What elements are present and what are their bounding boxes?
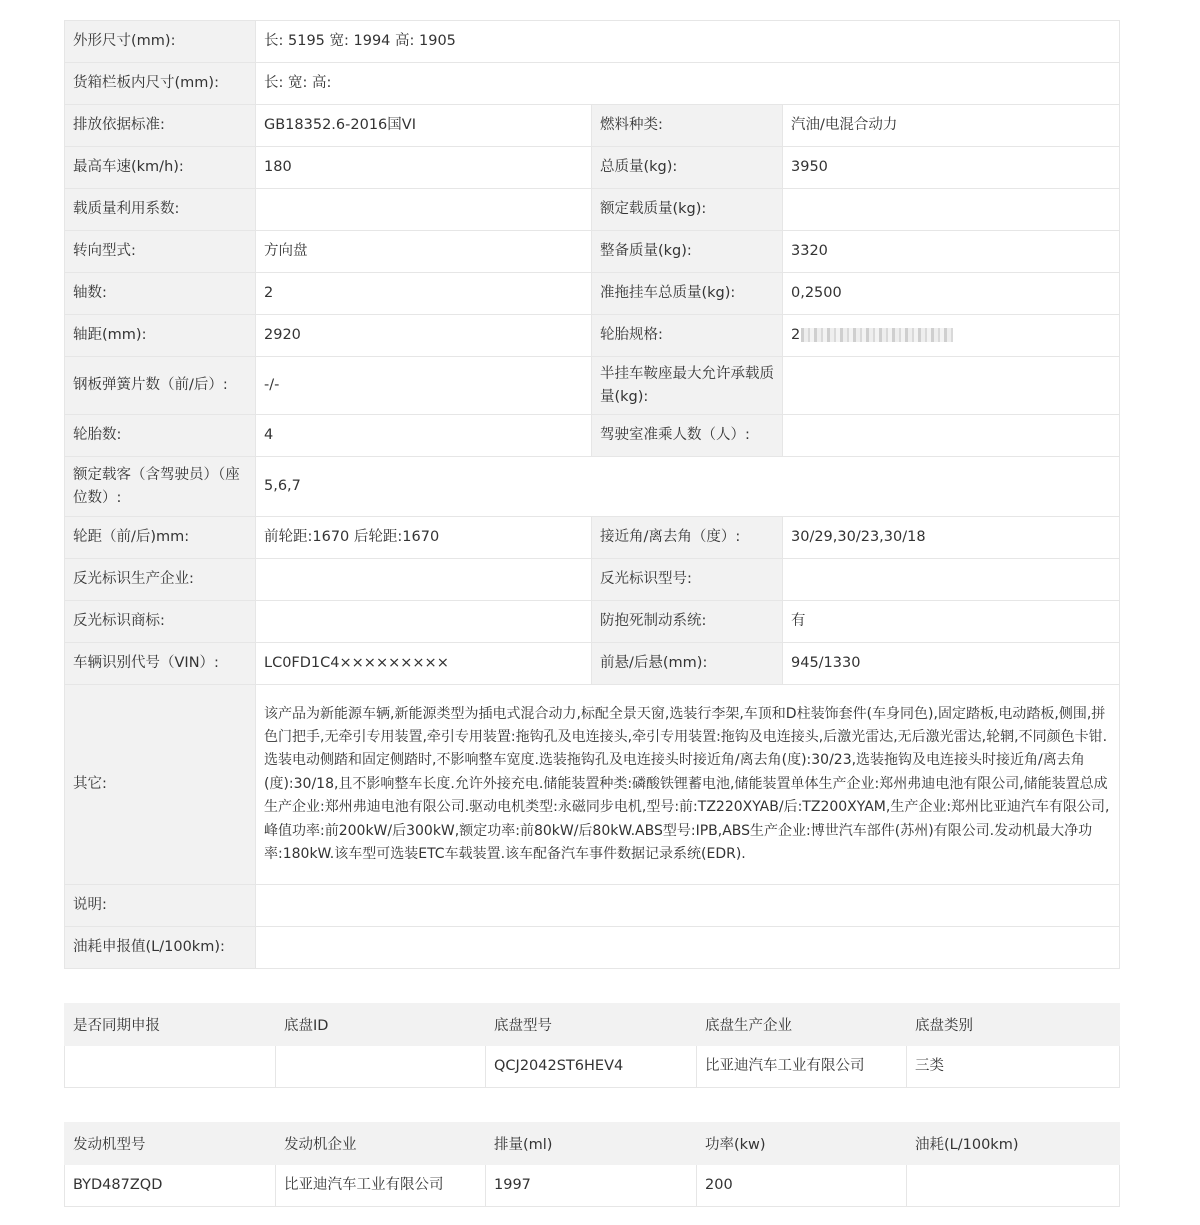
engine-model-value: BYD487ZQD — [65, 1165, 276, 1207]
note-value — [256, 885, 1120, 927]
spec-table — [64, 20, 1120, 969]
total-mass-label: 总质量(kg): — [592, 147, 783, 189]
cargo-label: 货箱栏板内尺寸(mm): — [65, 63, 256, 105]
total-mass-value: 3950 — [783, 147, 1120, 189]
engine-power-value: 200 — [697, 1165, 907, 1207]
steering-label: 转向型式: — [65, 231, 256, 273]
reflector-brand-label: 反光标识商标: — [65, 601, 256, 643]
engine-section — [64, 1122, 1119, 1207]
cab-capacity-value — [783, 415, 1120, 457]
chassis-header-category: 底盘类别 — [907, 1004, 1120, 1046]
spec-row-abs — [65, 601, 1120, 643]
max-speed-value: 180 — [256, 147, 592, 189]
note-label: 说明: — [65, 885, 256, 927]
vin-value: LC0FD1C4××××××××× — [256, 643, 592, 685]
chassis-maker-value: 比亚迪汽车工业有限公司 — [697, 1046, 907, 1088]
engine-header-power: 功率(kw) — [697, 1123, 907, 1165]
abs-label: 防抱死制动系统: — [592, 601, 783, 643]
engine-header-row — [65, 1123, 1120, 1165]
axles-value: 2 — [256, 273, 592, 315]
chassis-header-concurrent: 是否同期申报 — [65, 1004, 276, 1046]
steering-value: 方向盘 — [256, 231, 592, 273]
table-row — [65, 1046, 1120, 1088]
dims-label: 外形尺寸(mm): — [65, 21, 256, 63]
seats-value: 5,6,7 — [256, 457, 1120, 517]
engine-header-model: 发动机型号 — [65, 1123, 276, 1165]
spec-row-spring — [65, 357, 1120, 415]
overhang-value: 945/1330 — [783, 643, 1120, 685]
saddle-load-value — [783, 357, 1120, 415]
reflector-brand-value — [256, 601, 592, 643]
spec-row-axles — [65, 273, 1120, 315]
engine-maker-value: 比亚迪汽车工业有限公司 — [276, 1165, 486, 1207]
rated-load-label: 额定载质量(kg): — [592, 189, 783, 231]
curb-mass-label: 整备质量(kg): — [592, 231, 783, 273]
other-label: 其它: — [65, 685, 256, 885]
seats-label: 额定载客（含驾驶员）（座位数）: — [65, 457, 256, 517]
emission-value: GB18352.6-2016国VI — [256, 105, 592, 147]
load-coef-value — [256, 189, 592, 231]
spring-value: -/- — [256, 357, 592, 415]
axles-label: 轴数: — [65, 273, 256, 315]
spec-row-vin — [65, 643, 1120, 685]
fuel-type-label: 燃料种类: — [592, 105, 783, 147]
tire-spec-label: 轮胎规格: — [592, 315, 783, 357]
chassis-header-id: 底盘ID — [276, 1004, 486, 1046]
fuel-consumption-value — [256, 927, 1120, 969]
engine-displacement-value: 1997 — [486, 1165, 697, 1207]
reflector-model-value — [783, 559, 1120, 601]
tire-count-label: 轮胎数: — [65, 415, 256, 457]
chassis-category-value: 三类 — [907, 1046, 1120, 1088]
spec-row-fuel-consumption — [65, 927, 1120, 969]
spec-row-note — [65, 885, 1120, 927]
spec-row-emission — [65, 105, 1120, 147]
spec-row-tires — [65, 415, 1120, 457]
approach-angle-value: 30/29,30/23,30/18 — [783, 517, 1120, 559]
cab-capacity-label: 驾驶室准乘人数（人）: — [592, 415, 783, 457]
reflector-model-label: 反光标识型号: — [592, 559, 783, 601]
chassis-section — [64, 1003, 1119, 1088]
spring-label: 钢板弹簧片数（前/后）: — [65, 357, 256, 415]
load-coef-label: 载质量利用系数: — [65, 189, 256, 231]
tire-spec-value — [783, 315, 1120, 357]
track-label: 轮距（前/后)mm: — [65, 517, 256, 559]
reflector-maker-value — [256, 559, 592, 601]
engine-header-fuel: 油耗(L/100km) — [907, 1123, 1120, 1165]
spec-row-reflector — [65, 559, 1120, 601]
spec-row-track — [65, 517, 1120, 559]
spec-row-other — [65, 685, 1120, 885]
reflector-maker-label: 反光标识生产企业: — [65, 559, 256, 601]
fuel-consumption-label: 油耗申报值(L/100km): — [65, 927, 256, 969]
spec-row-steering — [65, 231, 1120, 273]
engine-header-displacement: 排量(ml) — [486, 1123, 697, 1165]
spec-row-load — [65, 189, 1120, 231]
table-row — [65, 1165, 1120, 1207]
wheelbase-value: 2920 — [256, 315, 592, 357]
chassis-id-value — [276, 1046, 486, 1088]
chassis-header-row — [65, 1004, 1120, 1046]
saddle-load-label: 半挂车鞍座最大允许承载质量(kg): — [592, 357, 783, 415]
track-value: 前轮距:1670 后轮距:1670 — [256, 517, 592, 559]
towing-mass-label: 准拖挂车总质量(kg): — [592, 273, 783, 315]
tire-spec-visible: 2 — [791, 327, 801, 344]
fuel-type-value: 汽油/电混合动力 — [783, 105, 1120, 147]
cargo-value: 长: 宽: 高: — [256, 63, 1120, 105]
spec-row-cargo — [65, 63, 1120, 105]
engine-header-maker: 发动机企业 — [276, 1123, 486, 1165]
blurred-text-redaction — [801, 328, 953, 342]
dims-value: 长: 5195 宽: 1994 高: 1905 — [256, 21, 1120, 63]
emission-label: 排放依据标准: — [65, 105, 256, 147]
spec-row-speed — [65, 147, 1120, 189]
chassis-model-value: QCJ2042ST6HEV4 — [486, 1046, 697, 1088]
spec-row-wheelbase — [65, 315, 1120, 357]
rated-load-value — [783, 189, 1120, 231]
spec-row-dimensions — [65, 21, 1120, 63]
vin-label: 车辆识别代号（VIN）: — [65, 643, 256, 685]
chassis-concurrent-value — [65, 1046, 276, 1088]
vehicle-spec-document — [64, 20, 1119, 1207]
overhang-label: 前悬/后悬(mm): — [592, 643, 783, 685]
approach-angle-label: 接近角/离去角（度）: — [592, 517, 783, 559]
curb-mass-value: 3320 — [783, 231, 1120, 273]
engine-table — [64, 1122, 1120, 1207]
chassis-header-model: 底盘型号 — [486, 1004, 697, 1046]
abs-value: 有 — [783, 601, 1120, 643]
chassis-table — [64, 1003, 1120, 1088]
engine-fuel-value — [907, 1165, 1120, 1207]
other-value: 该产品为新能源车辆,新能源类型为插电式混合动力,标配全景天窗,选装行李架,车顶和D柱装饰套件(车身同色),固定踏板,电动踏板,侧围,拼色门把手,无牵引专用装置,牵引专用装置:拖钩孔及电连接头,牵引专用装置:拖钩及电连接头,后激光雷达,无后激光雷达,轮辋,不同颜色卡钳.选装电动侧踏和固定侧踏时,不影响整车宽度.选装拖钩孔及电连接头时接近角/离去角(度):30/23,选装拖钩及电连接头时接近角/离去角(度):30/18,且不影响整车长度.允许外接充电.储能装置种类:磷酸铁锂蓄电池,储能装置单体生产企业:郑州弗迪电池有限公司,储能装置总成生产企业:郑州弗迪电池有限公司.驱动电机类型:永磁同步电机,型号:前:TZ220XYAB/后:TZ200XYAM,生产企业:郑州比亚迪汽车有限公司,峰值功率:前200kW/后300kW,额定功率:前80kW/后80kW.ABS型号:IPB,ABS生产企业:博世汽车部件(苏州)有限公司.发动机最大净功率:180kW.该车型可选装ETC车载装置.该车配备汽车事件数据记录系统(EDR). — [256, 685, 1120, 885]
tire-spec-blurred — [791, 324, 953, 346]
spec-row-seats — [65, 457, 1120, 517]
wheelbase-label: 轴距(mm): — [65, 315, 256, 357]
max-speed-label: 最高车速(km/h): — [65, 147, 256, 189]
towing-mass-value: 0,2500 — [783, 273, 1120, 315]
tire-count-value: 4 — [256, 415, 592, 457]
chassis-header-maker: 底盘生产企业 — [697, 1004, 907, 1046]
